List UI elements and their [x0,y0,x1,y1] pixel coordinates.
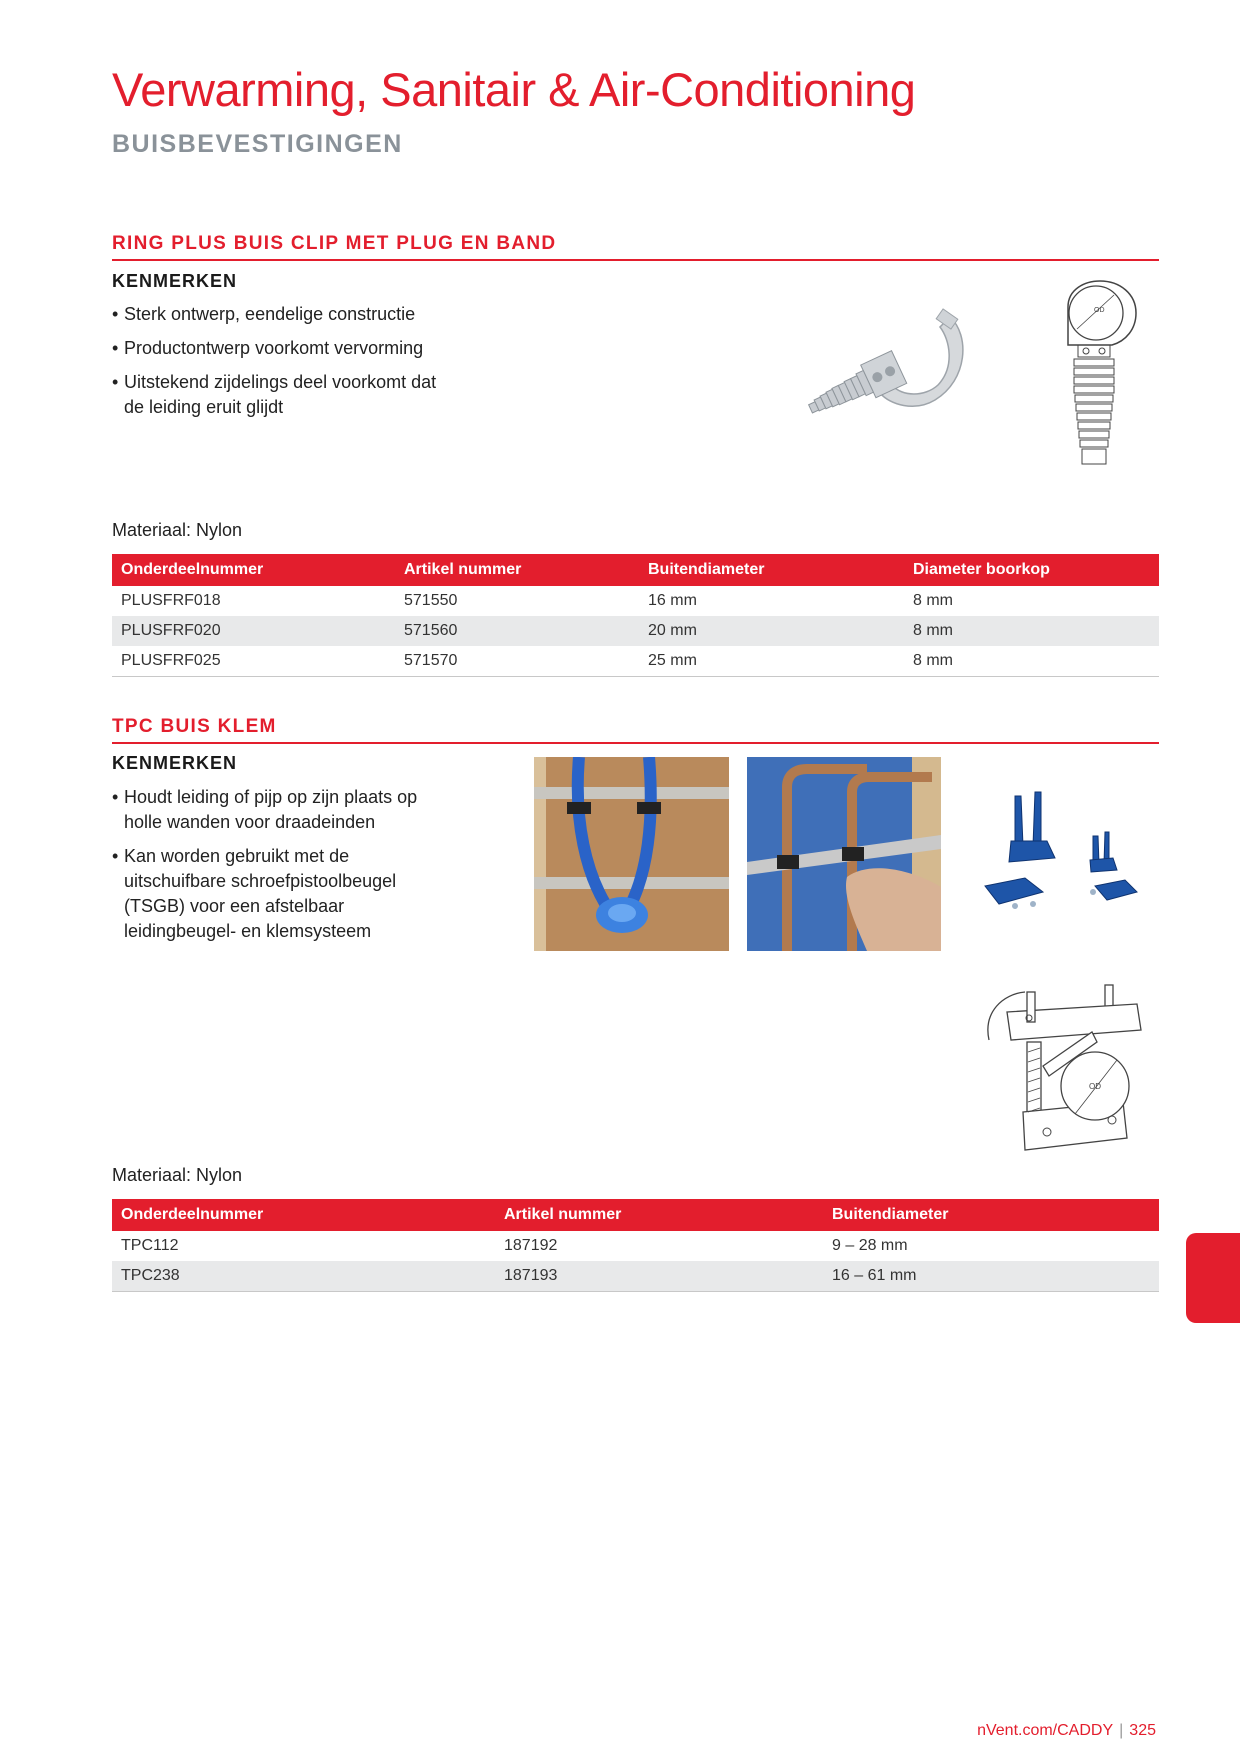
table-cell: 571570 [395,646,639,677]
column-header: Buitendiameter [639,554,904,586]
table-cell: 8 mm [904,646,1159,677]
table-cell: 20 mm [639,616,904,646]
conduit-installation-photo [534,757,729,951]
column-header: Buitendiameter [823,1199,1159,1231]
ring-clip-technical-drawing [1050,279,1150,471]
table-row [112,646,1159,677]
section1-features-label: KENMERKEN [112,271,238,291]
footer-url-link[interactable]: nVent.com/CADDY [977,1722,1114,1739]
table-cell: 571550 [404,592,458,609]
table-cell: 16 – 61 mm [823,1261,1159,1292]
table-cell: 571560 [395,616,639,646]
od-label: OD [1089,1082,1101,1091]
section2-features-label: KENMERKEN [112,753,238,773]
column-header: Artikel nummer [495,1199,823,1231]
table-cell: 16 mm [648,592,697,609]
column-header: Diameter boorkop [904,554,1159,586]
section2-rule [112,742,1159,744]
section2-heading: TPC BUIS KLEM [112,716,277,737]
table-cell: 187192 [504,1237,558,1254]
page-title: Verwarming, Sanitair & Air-Conditioning [112,63,916,116]
page-number: 325 [1129,1722,1156,1739]
table-row [112,616,1159,646]
table-cell: 9 – 28 mm [832,1237,908,1254]
table-row [112,1261,1159,1292]
table-cell: 8 mm [913,592,953,609]
footer-separator: | [1119,1722,1124,1739]
od-label: OD [1094,307,1105,314]
table-row [112,1231,1159,1261]
section1-material: Materiaal: Nylon [112,520,243,540]
section2-material: Materiaal: Nylon [112,1165,243,1185]
table-cell: TPC112 [121,1237,179,1254]
table-cell: 25 mm [639,646,904,677]
section1-heading: RING PLUS BUIS CLIP MET PLUG EN BAND [112,233,557,254]
page-subtitle: BUISBEVESTIGINGEN [112,130,403,158]
table-cell: 187193 [495,1261,823,1292]
table-row [112,586,1159,616]
table-cell: PLUSFRF020 [112,616,395,646]
section1-spec-table [112,554,1159,677]
section1-feature-list [112,302,452,429]
tpc-clamp-product-image [975,786,1150,914]
column-header: Onderdeelnummer [112,554,395,586]
section2-spec-table [112,1199,1159,1292]
table-header-row [112,554,1159,586]
feature-item: • Uitstekend zijdelings deel voorkomt dat de leiding eruit glijdt [112,370,452,420]
tpc-clamp-technical-drawing [987,982,1142,1156]
feature-item: • Houdt leiding of pijp op zijn plaats op holle wanden voor draadeinden [112,785,432,835]
feature-item: • Productontwerp voorkomt vervorming [112,336,452,361]
table-header-row [112,1199,1159,1231]
column-header: Onderdeelnummer [112,1199,495,1231]
table-cell: 8 mm [904,616,1159,646]
column-header: Artikel nummer [395,554,639,586]
table-cell: PLUSFRF025 [112,646,395,677]
feature-item: • Sterk ontwerp, eendelige constructie [112,302,452,327]
chapter-tab-marker [1186,1233,1240,1323]
section2-feature-list [112,785,432,953]
ring-clip-product-image [800,305,980,445]
table-cell: PLUSFRF018 [121,592,221,609]
page-footer [977,1722,1156,1740]
copper-pipe-installation-photo [747,757,941,951]
feature-item: • Kan worden gebruikt met de uitschuifbare schroefpistoolbeugel (TSGB) voor een afstelbaar leidingbeugel- en klemsysteem [112,844,432,944]
table-cell: TPC238 [112,1261,495,1292]
section1-rule [112,259,1159,261]
